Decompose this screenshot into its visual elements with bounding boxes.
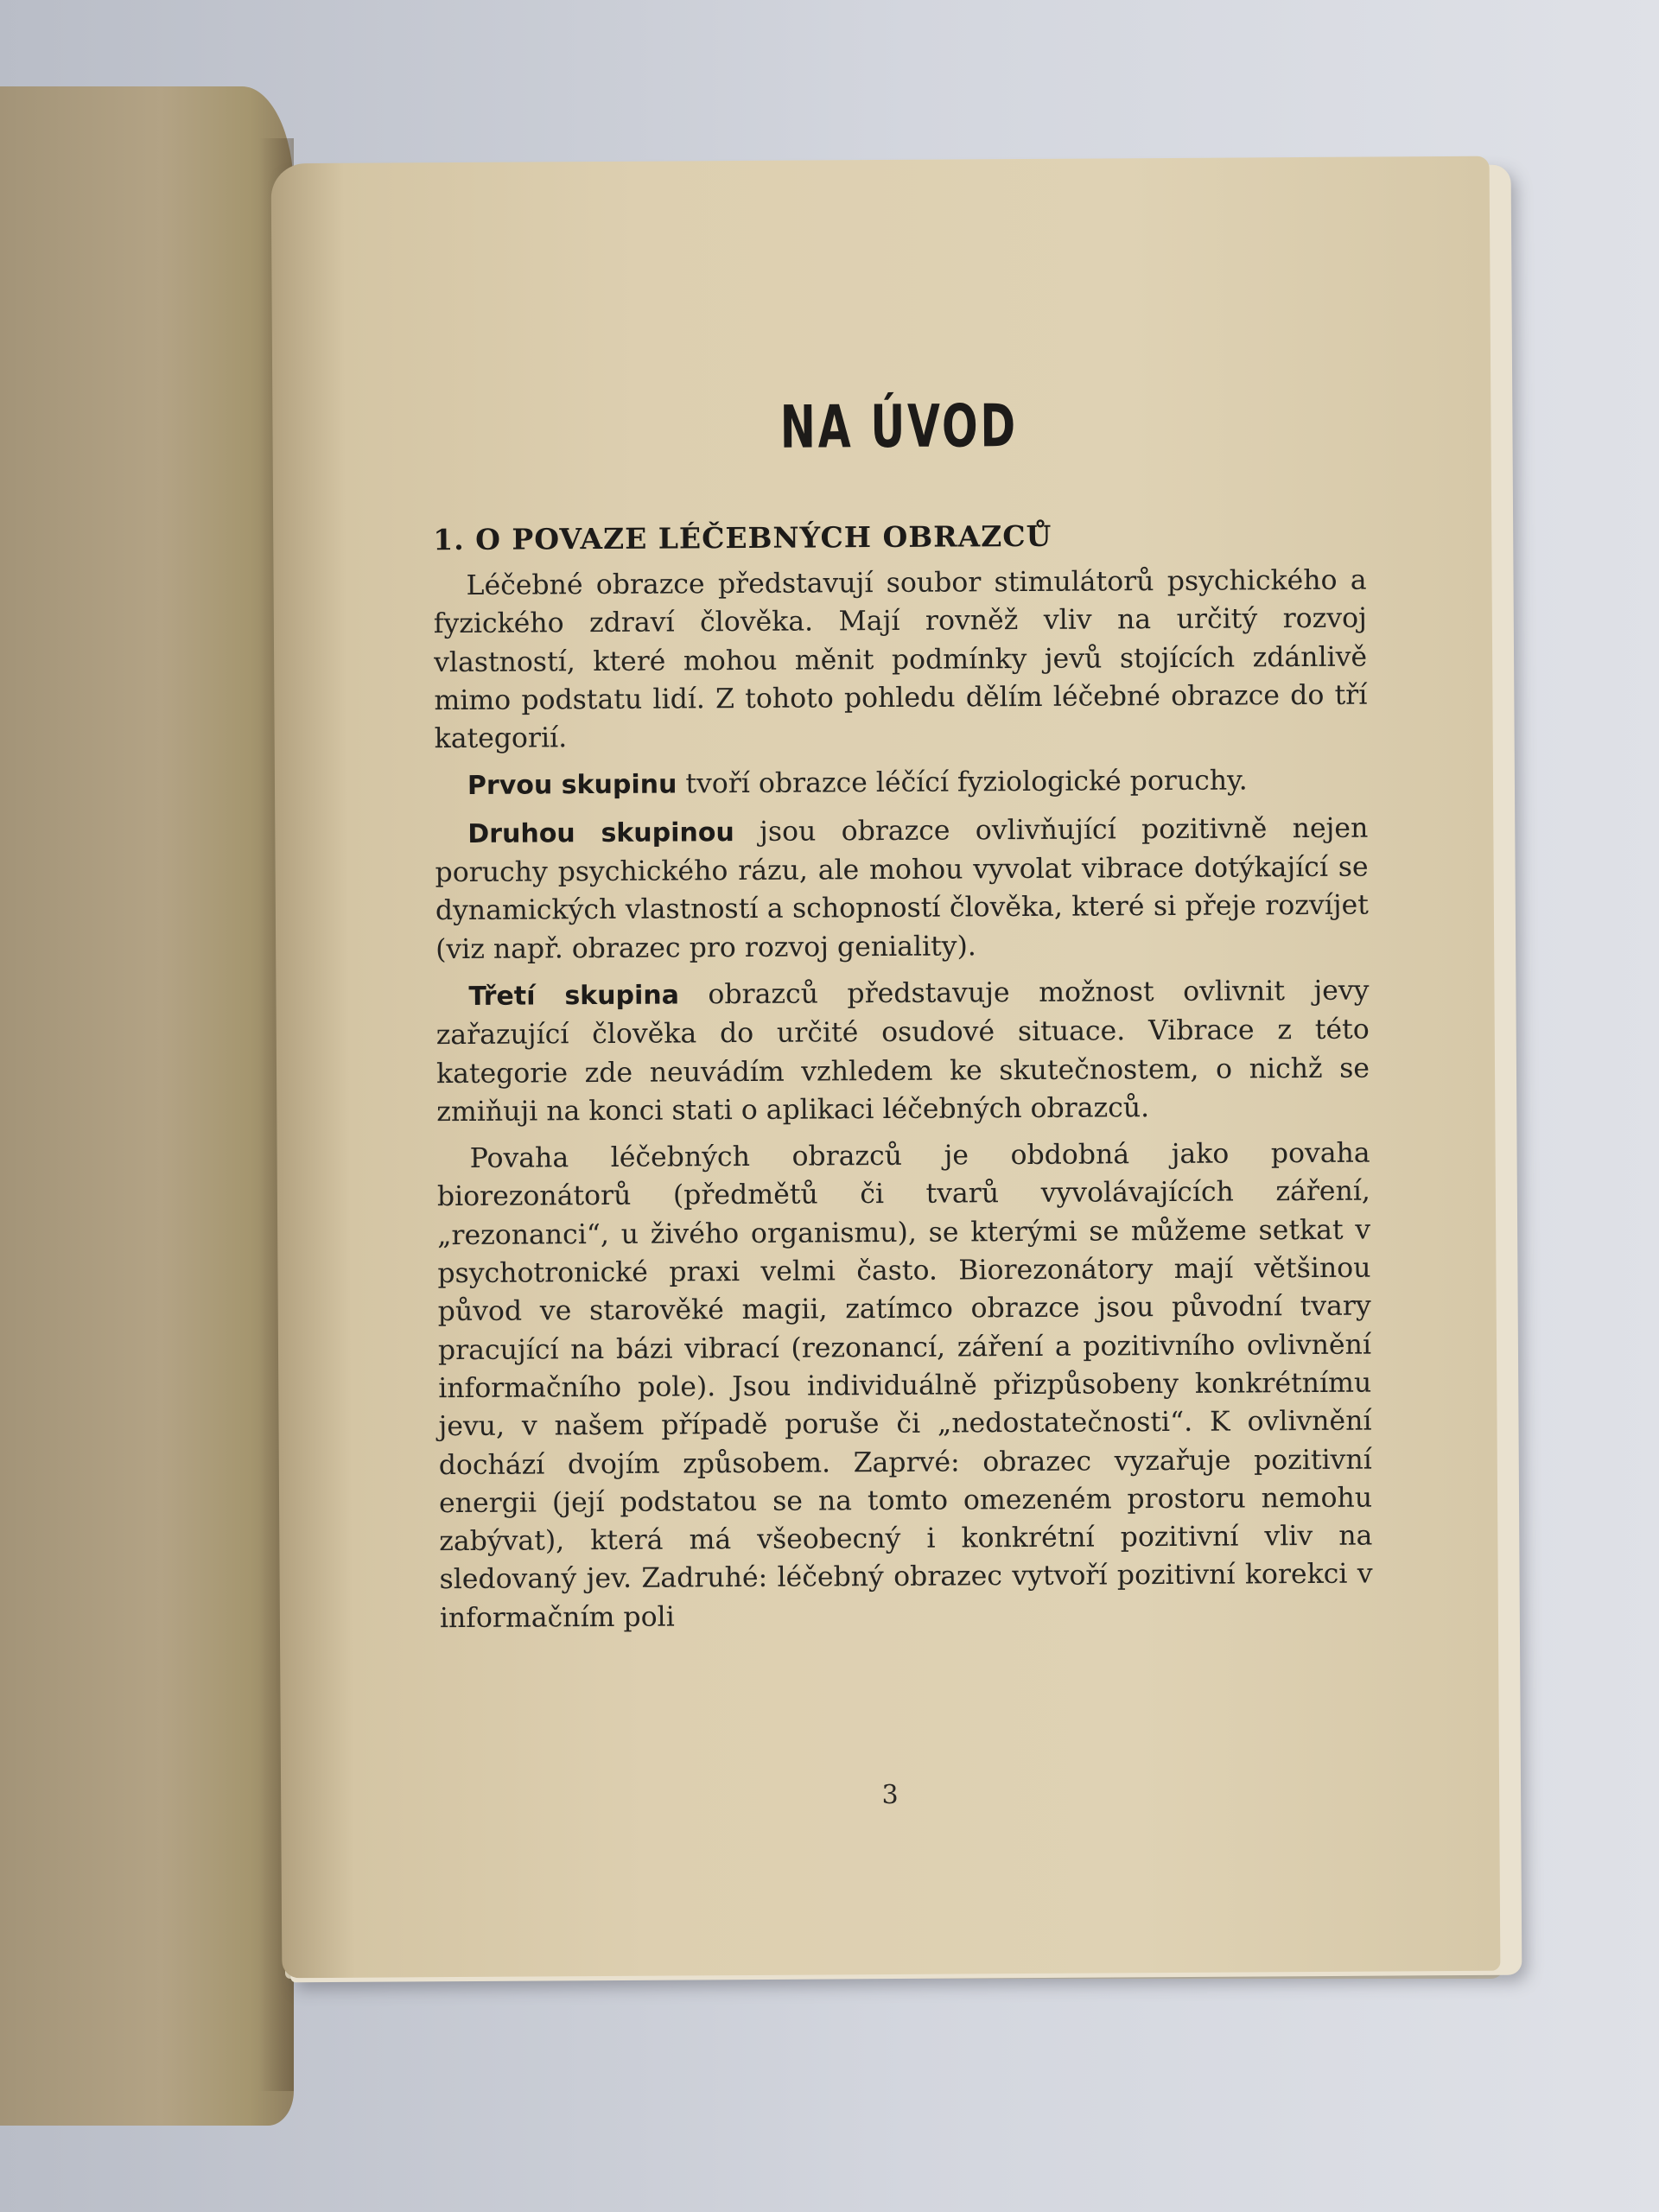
paragraph-first-group [435, 761, 1368, 806]
paragraph-first-group-lead: Prvou skupinu [467, 769, 677, 802]
right-page [271, 156, 1501, 1979]
left-page [0, 86, 294, 2126]
page-content [432, 391, 1373, 1638]
paragraph-third-group-lead: Třetí skupina [468, 980, 680, 1012]
section-heading: 1. O POVAZE LÉČEBNÝCH OBRAZCŮ [433, 518, 1052, 557]
paragraph-intro [433, 562, 1367, 759]
paragraph-third-group-text: obrazců představuje možnost ovlivnit jevy zařazující člověka do určité osudové situace. Vibrace z této kategorie zde neuvádím vzhledem ke skutečnostem, o nichž se zmiňuji na konci stati o aplikaci léčebných obrazců. [435, 975, 1370, 1128]
paragraph-intro-text: Léčebné obrazce představují soubor stimulátorů psychického a fyzického zdraví člověka. Mají rovněž vliv na určitý rozvoj vlastností, které mohou měnit podmínky jevů stojících zdánlivě mimo podstatu lidí. Z tohoto pohledu dělím léčebné obrazce do tří kategorií. [433, 564, 1368, 755]
paragraph-third-group [435, 972, 1370, 1132]
paragraph-second-group-lead: Druhou skupinou [467, 817, 734, 849]
page-number: 3 [881, 1779, 899, 1811]
paragraph-nature [437, 1135, 1373, 1637]
paragraph-second-group [435, 809, 1369, 969]
page-title: NA ÚVOD [779, 392, 1019, 462]
paragraph-first-group-text: tvoří obrazce léčící fyziologické poruchy. [677, 765, 1248, 800]
paragraph-second-group-text: jsou obrazce ovlivňující pozitivně nejen poruchy psychického rázu, ale mohou vyvolat vibrace dotýkající se dynamických vlastností a schopností člověka, které si přeje rozvíjet (viz např. obrazec pro rozvoj geniality). [435, 812, 1369, 965]
paragraph-nature-text: Povaha léčebných obrazců je obdobná jako povaha biorezonátorů (předmětů či tvarů vyvolávajících záření, „rezonanci“, u živého organismu), se kterými se můžeme setkat v psychotronické praxi velmi často. Biorezonátory mají většinou původ ve starověké magii, zatímco obrazce jsou původní tvary pracující na bázi vibrací (rezonancí, záření a pozitivního ovlivnění informačního pole). Jsou individuálně přizpůsobeny konkrétnímu jevu, v našem případě poruše či „nedostatečnosti“. K ovlivnění dochází dvojím způsobem. Zaprvé: obrazec vyzařuje pozitivní energii (její podstatou se na tomto omezeném prostoru nemohu zabývat), která má všeobecný i konkrétní pozitivní vliv na sledovaný jev. Zadruhé: léčebný obrazec vytvoří pozitivní korekci v informačním poli [436, 1137, 1373, 1634]
